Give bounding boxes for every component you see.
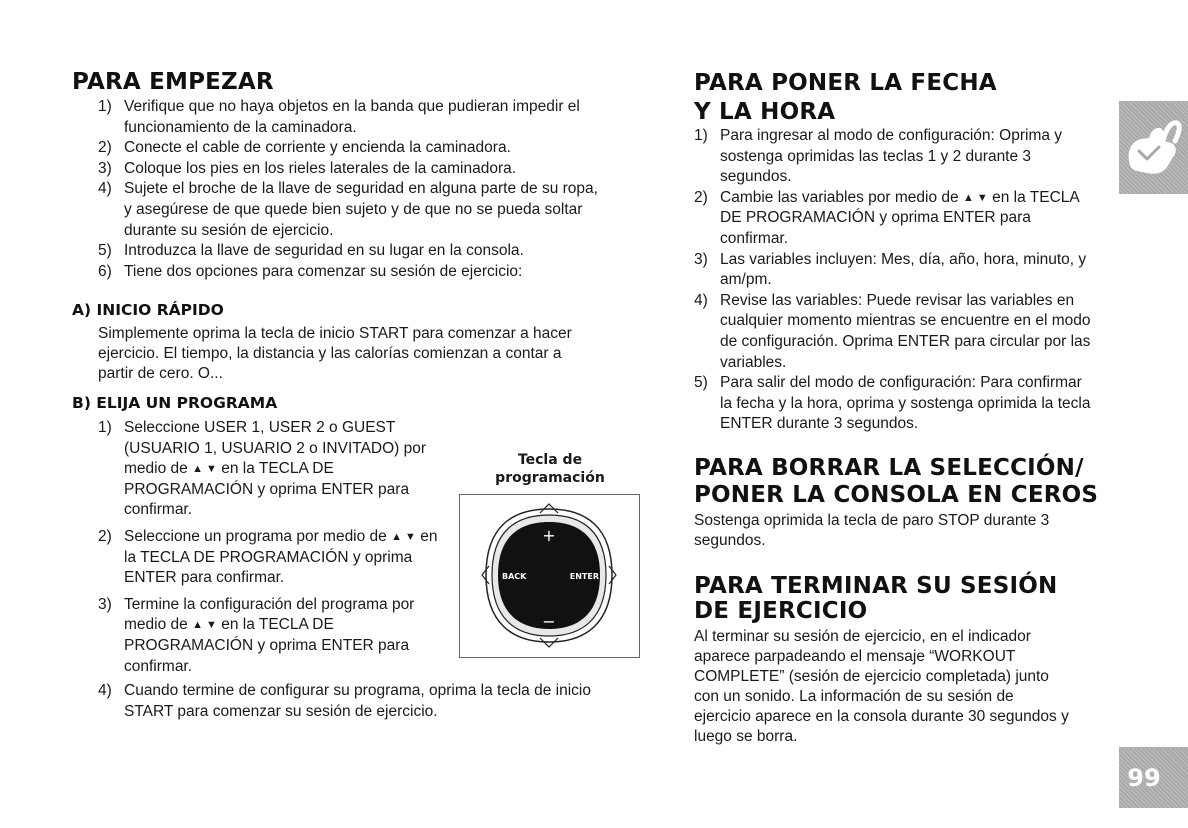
enter-label: ENTER — [569, 572, 599, 581]
list-item: 2) Seleccione un programa por medio de ▲ ▼ en la TECLA DE PROGRAMACIÓN y oprima ENTER para confirmar. — [98, 527, 438, 587]
list-item: 1) Seleccione USER 1, USER 2 o GUEST (USUARIO 1, USUARIO 2 o INVITADO) por medio de ▲ ▼ en la TECLA DE PROGRAMACIÓN y oprima ENTER para confirmar. — [98, 419, 427, 519]
plus-label: + — [542, 526, 556, 545]
hand-pointing-icon — [1119, 101, 1188, 194]
minus-label: − — [542, 612, 556, 631]
list-item: 4) Revise las variables: Puede revisar las variables en cualquier momento mientras se encuentre en el modo de configuración. Oprima ENTER para circular por las variables. — [694, 291, 1091, 371]
up-down-arrows-icon: ▲ ▼ — [192, 619, 217, 632]
list-item: 3) Las variables incluyen: Mes, día, año, hora, minuto, y am/pm. — [694, 250, 1087, 289]
list-item: 3) Termine la configuración del programa por medio de ▲ ▼ en la TECLA DE PROGRAMACIÓN y oprima ENTER para confirmar. — [98, 595, 415, 675]
section-title-fecha-line1: PARA PONER LA FECHA — [694, 70, 997, 96]
back-label: BACK — [502, 572, 527, 581]
list-item: 2) Conecte el cable de corriente y encienda la caminadora. — [98, 139, 511, 157]
end-session-text: Al terminar su sesión de ejercicio, en el indicador aparece parpadeando el mensaje “WORKOUT COMPLETE” (sesión de ejercicio completada) junto con un sonido. La información de su sesión de ejercicio aparece en la consola durante 30 segundos y luego se borra. — [694, 628, 1069, 745]
subheading-elija-programa: B) ELIJA UN PROGRAMA — [72, 394, 278, 412]
list-item: 4) Cuando termine de configurar su programa, oprima la tecla de inicio START para comenzar su sesión de ejercicio. — [98, 682, 591, 720]
inicio-rapido-text: Simplemente oprima la tecla de inicio START para comenzar a hacer ejercicio. El tiempo, la distancia y las calorías comienzan a contar a partir de cero. O... — [98, 325, 572, 382]
start-steps-list — [98, 97, 598, 282]
section-title-borrar-line2: PONER LA CONSOLA EN CEROS — [694, 482, 1099, 508]
up-down-arrows-icon: ▲ ▼ — [192, 463, 217, 476]
section-title-fecha-line2: Y LA HORA — [694, 99, 836, 125]
list-item: 3) Coloque los pies en los rieles laterales de la caminadora. — [98, 159, 517, 177]
up-down-arrows-icon: ▲ ▼ — [962, 191, 988, 204]
list-item: 4) Sujete el broche de la llave de seguridad en alguna parte de su ropa, y asegúrese de que quede bien sujeto y de que no se pueda soltar durante su sesión de ejercicio. — [98, 180, 598, 239]
list-item: 5) Para salir del modo de configuración: Para confirmar la fecha y la hora, oprima y sostenga oprimida la tecla ENTER durante 3 segundos. — [694, 374, 1091, 433]
programming-key-diagram — [460, 495, 639, 657]
date-steps-list — [694, 126, 1094, 435]
list-item: 1) Verifique que no haya objetos en la banda que pudieran impedir el funcionamiento de la caminadora. — [98, 98, 580, 136]
list-item: 1) Para ingresar al modo de configuración: Oprima y sostenga oprimidas las teclas 1 y 2 durante 3 segundos. — [694, 127, 1063, 186]
reset-text: Sostenga oprimida la tecla de paro STOP durante 3 segundos. — [694, 512, 1050, 549]
keypad-caption: Tecla de programación — [495, 452, 605, 486]
list-item: 5) Introduzca la llave de seguridad en su lugar en la consola. — [98, 242, 524, 260]
list-item: 2) Cambie las variables por medio de ▲ ▼ en la TECLA DE PROGRAMACIÓN y oprima ENTER para confirmar. — [694, 188, 1079, 247]
section-title-borrar-line1: PARA BORRAR LA SELECCIÓN/ — [694, 455, 1084, 481]
up-down-arrows-icon: ▲ ▼ — [391, 530, 416, 543]
section-title-para-empezar: PARA EMPEZAR — [72, 69, 274, 95]
language-tab — [1119, 101, 1188, 194]
page-number: 99 — [1127, 763, 1161, 792]
section-title-terminar-line2: DE EJERCICIO — [694, 598, 868, 624]
keypad-figure — [459, 494, 640, 658]
subheading-inicio-rapido: A) INICIO RÁPIDO — [72, 301, 224, 319]
page-number-tab — [1119, 747, 1188, 808]
section-title-terminar-line1: PARA TERMINAR SU SESIÓN — [694, 573, 1058, 599]
list-item: 6) Tiene dos opciones para comenzar su sesión de ejercicio: — [98, 262, 523, 280]
